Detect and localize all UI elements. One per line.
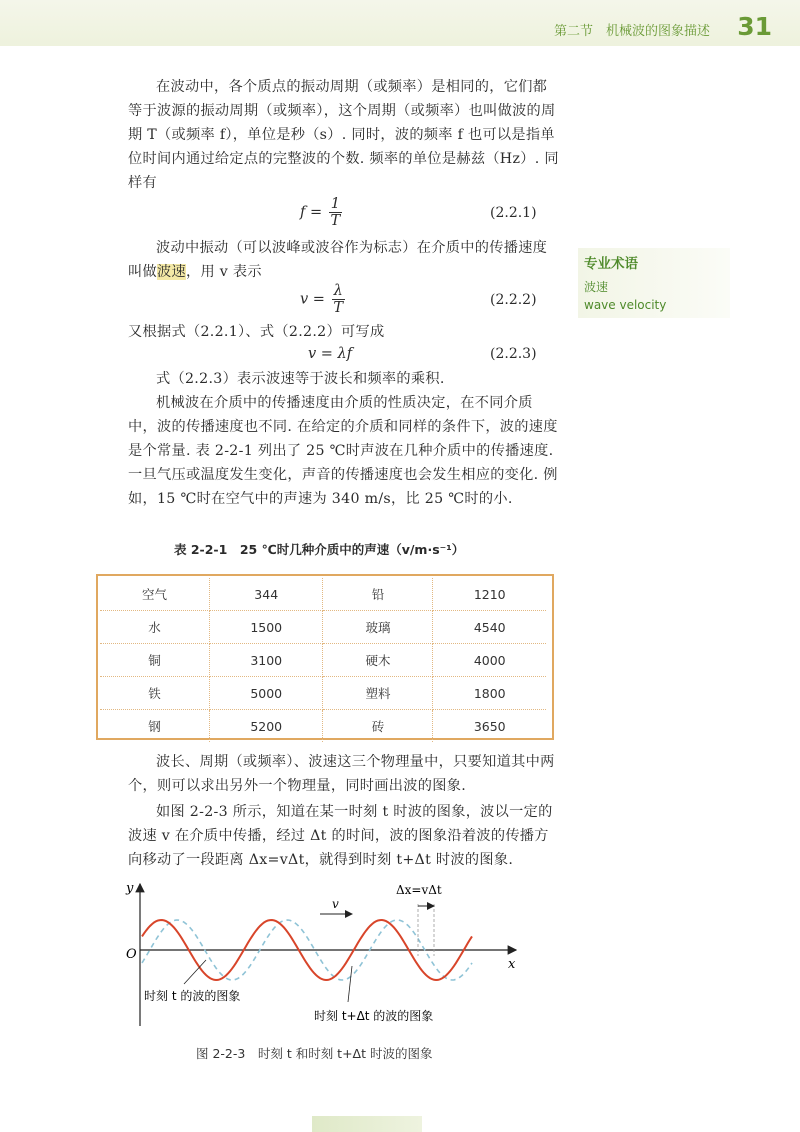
medium-cell: 水	[100, 611, 209, 644]
table-row	[100, 677, 546, 710]
paragraph-2-post: ，用 v 表示	[185, 264, 262, 280]
paragraph-7: 如图 2-2-3 所示，知道在某一时刻 t 时波的图象，波以一定的波速 v 在介质中传播，经过 Δt 的时间，波的图象沿着波的传播方向移动了一段距离 Δx=vΔt，就得到时刻 t+Δt 时波的图象.	[128, 804, 553, 868]
velocity-label: v	[332, 897, 339, 911]
y-axis-label: y	[126, 881, 134, 896]
paragraph-1: 在波动中，各个质点的振动周期（或频率）是相同的，它们都等于波源的振动周期（或频率），这个周期（或频率）也叫做波的周期 T（或频率 f），单位是秒（s）. 同时，波的频率 f 也可以是指单位时间内通过给定点的完整波的个数. 频率的单位是赫兹（Hz）. 同样有	[128, 79, 559, 191]
section-title: 第二节 机械波的图象描述	[553, 24, 710, 39]
equation-1	[300, 196, 342, 229]
medium-cell: 塑料	[323, 677, 433, 710]
table-caption: 表 2-2-1 25 ℃时几种介质中的声速（v/m·s⁻¹）	[174, 542, 465, 557]
table-row	[100, 710, 546, 743]
equation-2-number: (2.2.2)	[490, 292, 537, 308]
speed-cell: 344	[209, 578, 323, 611]
equation-1-number: (2.2.1)	[490, 205, 537, 221]
speed-cell: 4540	[433, 611, 546, 644]
speed-cell: 1800	[433, 677, 546, 710]
equation-2-denominator: T	[333, 300, 343, 316]
medium-cell: 空气	[100, 578, 209, 611]
equation-1-denominator: T	[330, 213, 341, 229]
speed-cell: 5000	[209, 677, 323, 710]
sound-speed-table	[100, 578, 546, 742]
speed-cell: 3650	[473, 718, 506, 734]
speed-cell: 1500	[209, 611, 323, 644]
medium-cell: 钢	[100, 710, 209, 743]
page-number: 31	[737, 12, 772, 41]
medium-cell: 铅	[323, 578, 433, 611]
term-highlight: 波速	[156, 264, 186, 280]
equation-1-lhs: f =	[300, 204, 323, 221]
glossary-term-en: wave velocity	[584, 298, 667, 312]
equation-1-fraction	[329, 196, 342, 229]
equation-3: v = λf	[308, 346, 353, 362]
paragraph-6: 波长、周期（或频率）、波速这三个物理量中，只要知道其中两个，则可以求出另外一个物理量，同时画出波的图象.	[128, 754, 555, 794]
origin-label: O	[126, 947, 137, 962]
label-wave-t: 时刻 t 的波的图象	[144, 989, 241, 1003]
speed-cell: 4000	[433, 644, 546, 677]
glossary-term-cn: 波速	[584, 280, 609, 294]
medium-cell: 铁	[100, 677, 209, 710]
medium-cell: 砖	[323, 710, 433, 743]
glossary-title: 专业术语	[584, 256, 638, 272]
medium-cell: 铜	[100, 644, 209, 677]
shift-label: Δx=vΔt	[396, 883, 442, 897]
paragraph-5: 机械波在介质中的传播速度由介质的性质决定，在不同介质中，波的传播速度也不同. 在给定的介质和同样的条件下，波的速度是个常量. 表 2-2-1 列出了 25 ℃时声波在几种介质中的传播速度. 一旦气压或温度发生变化，声音的传播速度也会发生相应的变化. 例如，15 ℃时在空气中的声速为 340 m/s，比 25 ℃时的小.	[128, 395, 558, 507]
x-axis-label: x	[508, 957, 516, 972]
wave-figure	[120, 876, 540, 1036]
equation-2	[300, 283, 345, 316]
paragraph-4: 式（2.2.3）表示波速等于波长和频率的乘积.	[156, 371, 445, 387]
label-wave-t-dt: 时刻 t+Δt 的波的图象	[314, 1009, 434, 1023]
speed-cell: 5200	[209, 710, 323, 743]
medium-cell: 玻璃	[323, 611, 433, 644]
equation-2-numerator: λ	[333, 283, 343, 299]
table-row	[100, 611, 546, 644]
speed-cell: 3100	[209, 644, 323, 677]
paragraph-2-pre: 波动中振动（可以波峰或波谷作为标志）在介质中的传播速度叫做	[128, 240, 548, 280]
speed-cell: 1210	[433, 578, 546, 611]
leader-line-t-dt	[348, 966, 352, 1002]
paragraph-3: 又根据式（2.2.1）、式（2.2.2）可写成	[128, 324, 385, 340]
page-bottom-tab	[312, 1116, 422, 1132]
equation-2-lhs: v =	[300, 291, 325, 308]
figure-caption: 图 2-2-3 时刻 t 和时刻 t+Δt 时波的图象	[196, 1046, 433, 1061]
table-row	[100, 578, 546, 611]
equation-1-numerator: 1	[330, 196, 340, 212]
equation-3-number: (2.2.3)	[490, 346, 537, 362]
equation-2-fraction	[332, 283, 345, 316]
table-row	[100, 644, 546, 677]
paragraph-2	[128, 236, 560, 284]
medium-cell: 硬木	[323, 644, 433, 677]
